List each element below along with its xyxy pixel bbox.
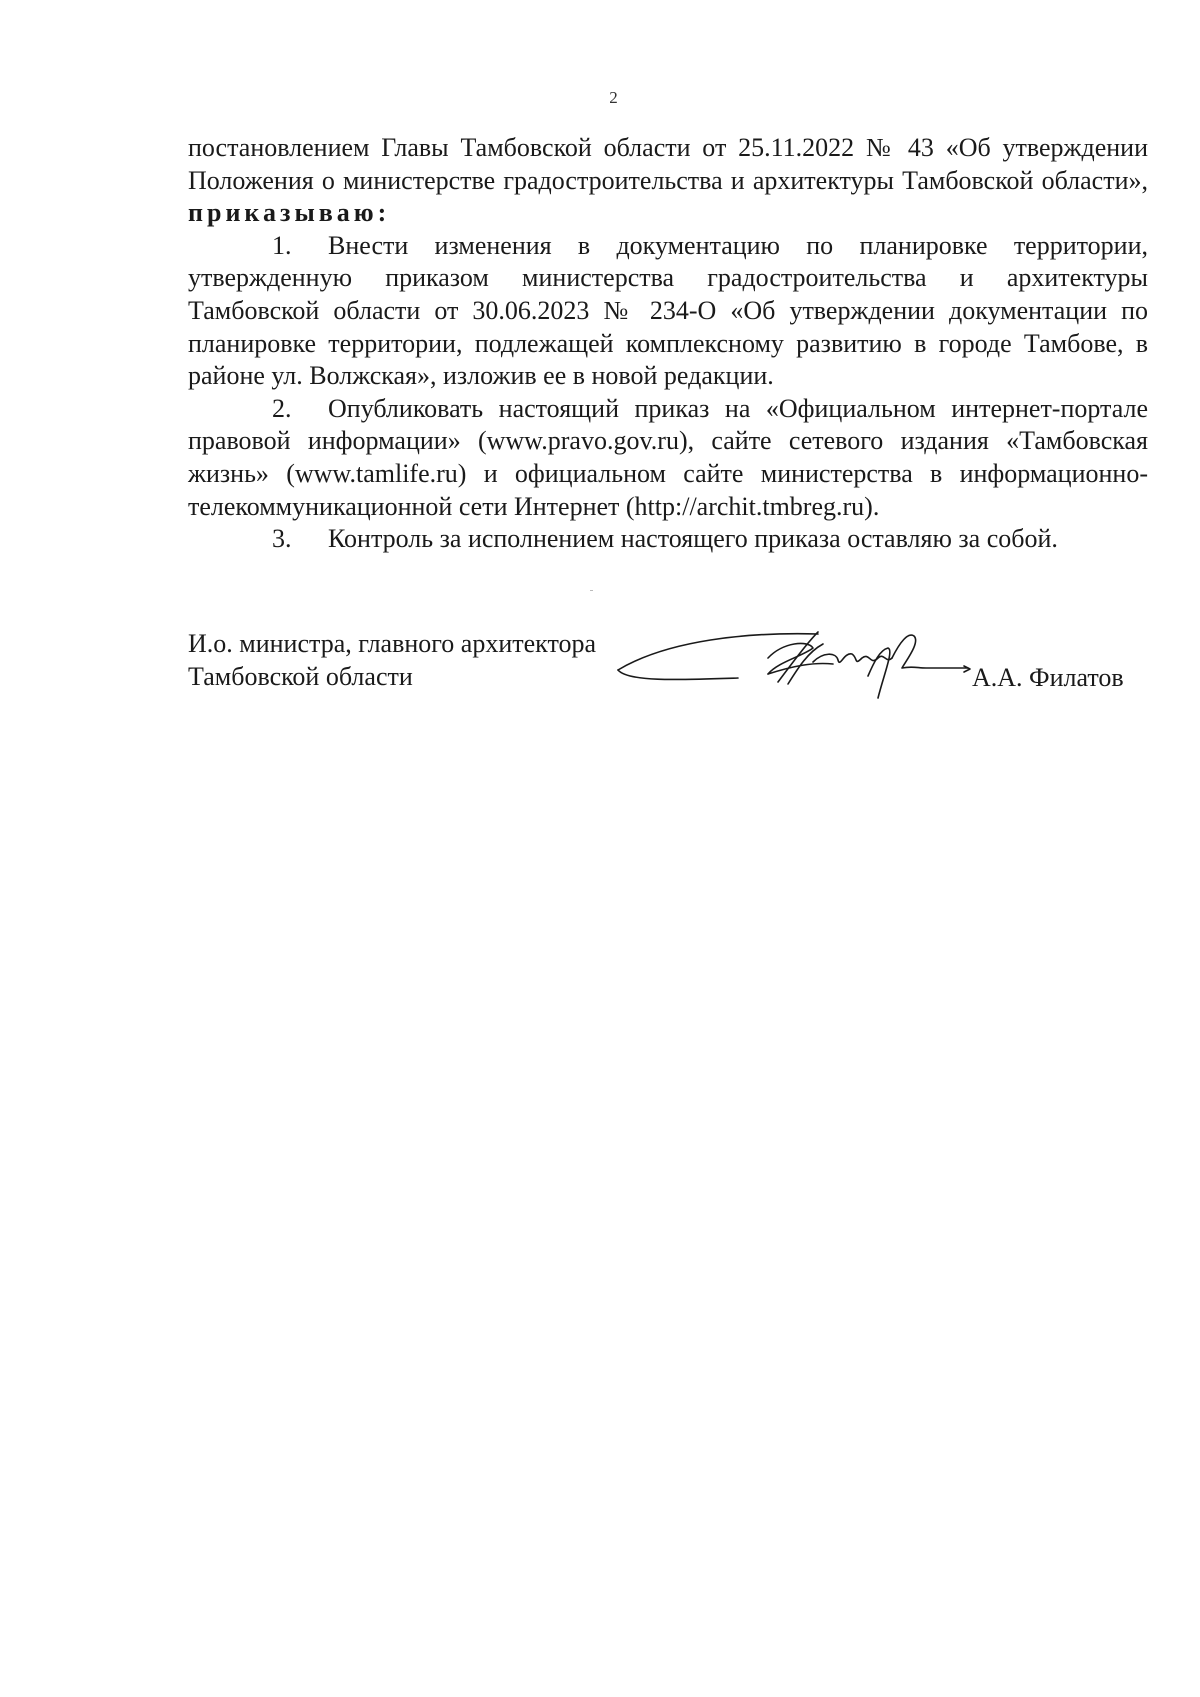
document-body [188, 132, 1148, 556]
signer-title-line-1: И.о. министра, главного архитектора [188, 629, 597, 658]
item-text: Внести изменения в документацию по планировке территории, утвержденную приказом министерства градостроительства и архитектуры Тамбовской области от 30.06.2023 № 234-О «Об утверждении документации по планировке территории, подлежащей комплексному развитию в городе Тамбове, в районе ул. Волжская», изложив ее в новой редакции. [188, 230, 1148, 391]
order-word: приказываю [188, 198, 378, 228]
signer-title-line-2: Тамбовской области [188, 661, 413, 691]
list-item-3 [188, 523, 1148, 556]
item-text: Контроль за исполнением настоящего приказа оставляю за собой. [328, 524, 1058, 554]
signature-block [188, 628, 1148, 693]
scan-speck [590, 590, 593, 591]
item-number: 1. [272, 230, 292, 260]
list-item-1 [188, 230, 1148, 393]
intro-paragraph [188, 132, 1148, 230]
intro-text: постановлением Главы Тамбовской области от 25.11.2022 № 43 «Об утверждении Положения о министерстве градостроительства и архитектуры Тамбовской области», [188, 133, 1148, 195]
list-item-2 [188, 393, 1148, 523]
order-colon: : [377, 198, 387, 228]
item-number: 3. [272, 524, 292, 554]
handwritten-signature [608, 622, 988, 702]
page-number: 2 [609, 88, 618, 107]
signer-name: А.А. Филатов [972, 663, 1124, 692]
item-text: Опубликовать настоящий приказ на «Официальном интернет-портале правовой информации» (www.pravo.gov.ru), сайте сетевого издания «Тамбовская жизнь» (www.tamlife.ru) и официальном сайте министерства в информационно-телекоммуникационной сети Интернет (http://archit.tmbreg.ru). [188, 393, 1148, 521]
item-number: 2. [272, 393, 292, 423]
